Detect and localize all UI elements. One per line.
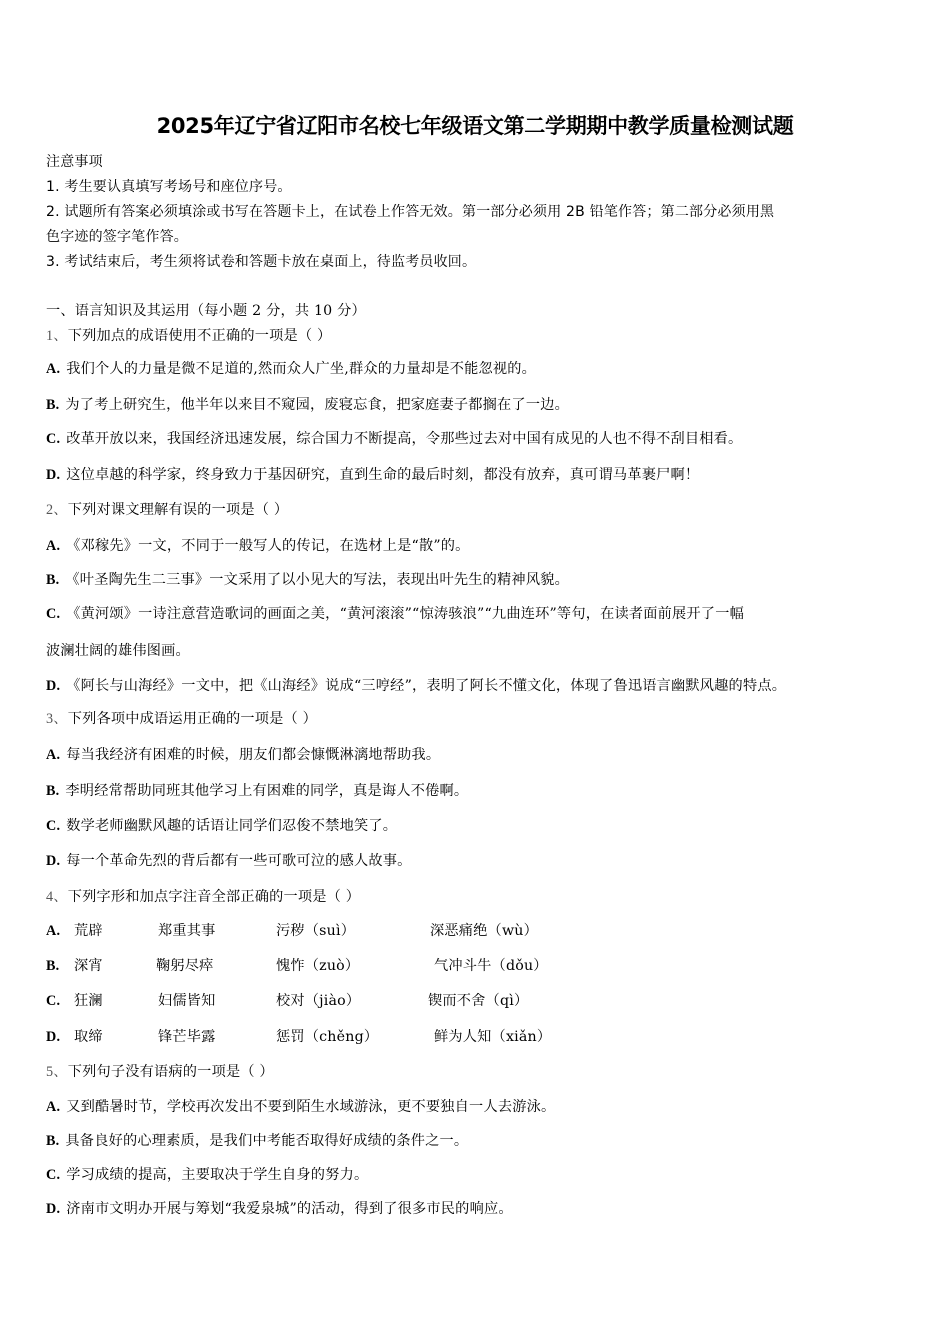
option-text: 李明经常帮助同班其他学习上有困难的同学，真是诲人不倦啊。 [65, 783, 469, 799]
question-text: 下列各项中成语运用正确的一项是（ ） [67, 711, 317, 727]
option-letter: C. [46, 431, 61, 447]
option-text: 我们个人的力量是微不足道的,然而众人广坐,群众的力量却是不能忽视的。 [66, 361, 537, 377]
option-word-3: 惩罚（chěng） [276, 1029, 379, 1045]
option-text: 又到酷暑时节，学校再次发出不要到陌生水域游泳，更不要独自一人去游泳。 [66, 1099, 556, 1115]
q4-option-d [46, 1027, 906, 1047]
option-letter: A. [46, 1099, 61, 1115]
option-text: 这位卓越的科学家，终身致力于基因研究，直到生命的最后时刻，都没有放弃，真可谓马革裹尸啊！ [66, 467, 700, 483]
q1-option-b [46, 395, 569, 415]
q2-option-b [46, 570, 569, 590]
option-text: 学习成绩的提高，主要取决于学生自身的努力。 [66, 1167, 369, 1183]
option-word-2: 妇儒皆知 [158, 993, 216, 1009]
q1-option-a [46, 359, 536, 379]
option-letter: D. [46, 853, 61, 869]
q1-option-c [46, 429, 742, 449]
option-word-4: 气冲斗牛（dǒu） [434, 958, 548, 974]
question-5-stem [46, 1062, 274, 1082]
question-text: 下列句子没有语病的一项是（ ） [67, 1064, 274, 1080]
question-text: 下列字形和加点字注音全部正确的一项是（ ） [67, 889, 361, 905]
notice-item-2: 2. 试题所有答案必须填涂或书写在答题卡上，在试卷上作答无效。第一部分必须用 2B 铅笔作答；第二部分必须用黑 [46, 204, 775, 220]
question-text: 下列加点的成语使用不正确的一项是（ ） [67, 328, 332, 344]
option-letter: B. [46, 783, 60, 799]
option-text: 数学老师幽默风趣的话语让同学们忍俊不禁地笑了。 [66, 818, 398, 834]
option-letter: A. [46, 923, 61, 939]
option-letter: A. [46, 361, 61, 377]
option-letter: A. [46, 538, 61, 554]
section-heading: 一、语言知识及其运用（每小题 2 分，共 10 分） [46, 303, 366, 319]
option-word-2: 锋芒毕露 [158, 1029, 216, 1045]
notice-item-1: 1. 考生要认真填写考场号和座位序号。 [46, 179, 292, 195]
option-text: 《阿长与山海经》一文中，把《山海经》说成“三哼经”，表明了阿长不懂文化，体现了鲁迅语言幽默风趣的特点。 [66, 678, 787, 694]
option-letter: B. [46, 958, 60, 974]
option-letter: C. [46, 1167, 61, 1183]
question-number: 1、 [46, 328, 68, 344]
option-word-3: 污秽（suì） [276, 923, 356, 939]
option-letter: C. [46, 993, 61, 1009]
option-letter: D. [46, 1029, 61, 1045]
option-word-3: 校对（jiào） [276, 993, 361, 1009]
question-number: 2、 [46, 502, 68, 518]
option-text: 每当我经济有困难的时候，朋友们都会慷慨淋漓地帮助我。 [66, 747, 441, 763]
q5-option-c [46, 1165, 368, 1185]
q5-option-a [46, 1097, 555, 1117]
q3-option-c [46, 816, 397, 836]
q2-option-d [46, 676, 786, 696]
option-letter: D. [46, 678, 61, 694]
option-text: 为了考上研究生，他半年以来目不窥园，废寝忘食，把家庭妻子都搁在了一边。 [65, 397, 569, 413]
option-letter: C. [46, 818, 61, 834]
option-text: 改革开放以来，我国经济迅速发展，综合国力不断提高，令那些过去对中国有成见的人也不得不刮目相看。 [66, 431, 743, 447]
question-number: 5、 [46, 1064, 68, 1080]
question-1-stem [46, 326, 331, 346]
option-text: 济南市文明办开展与筹划“我爱泉城”的活动，得到了很多市民的响应。 [66, 1201, 513, 1217]
option-text: 每一个革命先烈的背后都有一些可歌可泣的感人故事。 [66, 853, 412, 869]
question-4-stem [46, 887, 360, 907]
option-text: 《叶圣陶先生二三事》一文采用了以小见大的写法，表现出叶先生的精神风貌。 [65, 572, 569, 588]
option-letter: B. [46, 1133, 60, 1149]
question-number: 4、 [46, 889, 68, 905]
option-word-1: 荒辟 [74, 923, 103, 939]
q2-option-a [46, 536, 470, 556]
option-letter: A. [46, 747, 61, 763]
option-letter: B. [46, 572, 60, 588]
option-text: 《黄河颂》一诗注意营造歌词的画面之美，“黄河滚滚”“惊涛骇浪”“九曲连环”等句，在读者面前展开了一幅 [66, 606, 744, 622]
option-word-4: 深恶痛绝（wù） [430, 923, 539, 939]
question-2-stem [46, 500, 288, 520]
q3-option-b [46, 781, 468, 801]
option-word-2: 郑重其事 [158, 923, 216, 939]
question-3-stem [46, 709, 317, 729]
q1-option-d [46, 465, 699, 485]
notice-item-2-cont: 色字迹的签字笔作答。 [46, 229, 188, 245]
q2-option-c [46, 604, 744, 624]
option-letter: D. [46, 467, 61, 483]
option-word-1: 取缔 [74, 1029, 103, 1045]
q3-option-d [46, 851, 412, 871]
option-word-1: 狂澜 [74, 993, 103, 1009]
option-letter: D. [46, 1201, 61, 1217]
option-word-4: 鲜为人知（xiǎn） [434, 1029, 552, 1045]
question-number: 3、 [46, 711, 68, 727]
q4-option-b [46, 956, 906, 976]
option-text: 具备良好的心理素质，是我们中考能否取得好成绩的条件之一。 [65, 1133, 469, 1149]
q3-option-a [46, 745, 440, 765]
q5-option-d [46, 1199, 513, 1219]
question-text: 下列对课文理解有误的一项是（ ） [67, 502, 289, 518]
q2-option-c-continuation: 波澜壮阔的雄伟图画。 [46, 643, 190, 659]
option-letter: C. [46, 606, 61, 622]
option-letter: B. [46, 397, 60, 413]
q4-option-c [46, 991, 906, 1011]
option-word-3: 愧怍（zuò） [276, 958, 360, 974]
option-word-4: 锲而不舍（qì） [428, 993, 529, 1009]
q4-option-a [46, 921, 906, 941]
option-text: 《邓稼先》一文，不同于一般写人的传记，在选材上是“散”的。 [66, 538, 470, 554]
q5-option-b [46, 1131, 468, 1151]
option-word-1: 深宵 [74, 958, 103, 974]
notice-item-3: 3. 考试结束后，考生须将试卷和答题卡放在桌面上，待监考员收回。 [46, 254, 477, 270]
notice-heading: 注意事项 [46, 154, 103, 170]
page-title: 2025年辽宁省辽阳市名校七年级语文第二学期期中教学质量检测试题 [156, 114, 794, 138]
option-word-2: 鞠躬尽瘁 [156, 958, 214, 974]
